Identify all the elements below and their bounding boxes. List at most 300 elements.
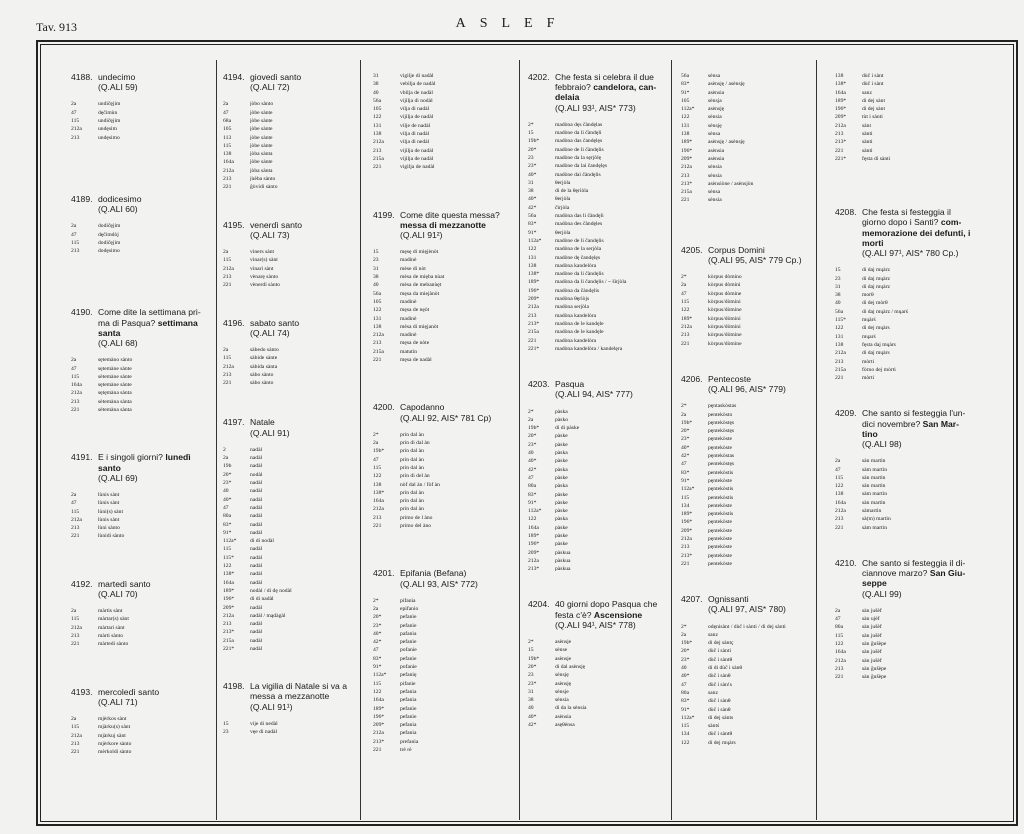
- dialect-form: trè rè: [400, 747, 412, 754]
- point-code: 115: [681, 494, 690, 501]
- point-code: 91*: [681, 89, 690, 96]
- column-separator: [816, 60, 817, 820]
- entry-reference: (Q.ALI 71): [98, 696, 138, 707]
- dialect-form: madòna kandelòra: [555, 262, 597, 269]
- point-code: 164a: [835, 649, 846, 656]
- point-code: 212a: [223, 612, 234, 619]
- form-row: [681, 411, 811, 419]
- point-code: 83*: [223, 521, 232, 528]
- dialect-form: pofanìe: [400, 664, 417, 671]
- point-code: 2a: [223, 346, 229, 353]
- point-code: 213*: [528, 320, 540, 327]
- form-row: [681, 315, 811, 323]
- dialect-form: sàn martìn: [862, 458, 886, 465]
- entry-section: [71, 687, 209, 757]
- column-separator: [360, 60, 361, 820]
- dialect-form: sènsia: [708, 172, 722, 179]
- entry-heading: [373, 210, 513, 230]
- form-row: [681, 739, 811, 747]
- dialect-form: vilja di nadàl: [400, 131, 430, 138]
- point-code: 20*: [528, 663, 537, 670]
- point-code: 138: [681, 131, 690, 138]
- point-code: 212a: [71, 624, 82, 631]
- dialect-form: madòna de la serjòla: [555, 246, 602, 253]
- point-code: 209*: [681, 155, 693, 162]
- entry-heading: [835, 558, 971, 589]
- form-row: [528, 416, 666, 424]
- form-row: [223, 496, 353, 504]
- dialect-form: pàske: [555, 541, 568, 548]
- dialect-form: mèrkoldi sànto: [98, 749, 132, 756]
- point-code: 221: [835, 674, 844, 681]
- entry-title: Pentecoste: [708, 373, 751, 384]
- form-row: [681, 510, 811, 518]
- dialect-form: madòna kandelòra: [555, 337, 597, 344]
- point-code: 209*: [681, 527, 693, 534]
- point-code: 212a: [71, 516, 82, 523]
- dialect-form: nadàl: [250, 496, 263, 503]
- form-row: [681, 697, 811, 705]
- entry-section: [223, 72, 353, 192]
- dialect-form: jòbe sànte: [250, 142, 273, 149]
- point-code: 80a: [528, 483, 537, 490]
- form-row: [835, 147, 971, 155]
- point-code: 213: [223, 621, 232, 628]
- form-row: [835, 299, 971, 307]
- point-code: 47: [71, 365, 77, 372]
- form-row: [681, 427, 811, 435]
- point-code: 212a: [373, 139, 384, 146]
- dialect-form: jòba sànta: [250, 151, 273, 158]
- dialect-form: dùč i sàntθ: [708, 731, 733, 738]
- dialect-form: dùč i sànt: [862, 73, 884, 79]
- entry-reference: (Q.ALI 91¹): [250, 701, 293, 712]
- point-code: 115: [71, 508, 80, 515]
- form-row: [835, 466, 971, 474]
- form-row: [528, 212, 666, 220]
- entry-answer: settimana santa: [98, 317, 198, 338]
- point-code: 23*: [528, 163, 537, 170]
- form-row: [528, 295, 666, 303]
- form-row: [681, 180, 811, 188]
- entry-number: 4189.: [71, 193, 93, 204]
- dialect-form: lùnis sànt: [98, 491, 120, 498]
- entry-title: giovedì santo: [250, 72, 302, 82]
- form-row: [835, 97, 971, 105]
- entry-reference: (Q.ALI 74): [250, 327, 290, 338]
- form-row: [528, 278, 666, 286]
- entry-answer: Ascensione: [593, 609, 643, 620]
- form-row: [528, 328, 666, 336]
- dialect-form: di de la θęrìòla: [555, 188, 589, 195]
- point-code: 47: [681, 290, 687, 297]
- point-code: 38: [835, 292, 841, 299]
- form-row: [373, 456, 513, 464]
- entry-number: 4192.: [71, 578, 93, 589]
- dialect-form: jòbe sànte: [250, 118, 273, 124]
- point-code: 122: [681, 739, 690, 746]
- form-row: [528, 312, 666, 320]
- form-row: [373, 281, 513, 289]
- form-row: [71, 499, 209, 507]
- form-row: [528, 671, 666, 679]
- point-code: 131: [681, 122, 690, 129]
- entry-question: [98, 452, 209, 472]
- dialect-form: kòrpus/dòmini: [708, 323, 741, 330]
- entry-reference: (Q.ALI 97, AIS* 780): [708, 604, 786, 615]
- form-row: [223, 537, 353, 545]
- entry-section: [71, 307, 209, 414]
- point-code: 2a: [223, 455, 229, 462]
- form-row: [528, 129, 666, 137]
- entry-heading: [71, 452, 209, 472]
- dialect-form: jòba sànta: [250, 167, 273, 174]
- point-code: 91*: [528, 229, 537, 236]
- dialect-form: sàmartìn: [862, 508, 882, 515]
- dialect-form: pàska: [555, 408, 568, 415]
- form-row: [71, 406, 209, 414]
- point-code: 20*: [681, 428, 690, 435]
- entry-question: [98, 579, 209, 589]
- entry-section: [681, 374, 811, 568]
- dialect-form: sàm martìn: [862, 491, 888, 498]
- form-row: [835, 113, 971, 121]
- dialect-form: asènsia: [708, 147, 725, 154]
- entry-question: [250, 220, 353, 230]
- dialect-form: asènsia: [708, 155, 725, 162]
- dialect-form: sàn ujèf: [862, 616, 880, 623]
- form-row: [373, 505, 513, 513]
- form-row: [528, 524, 666, 532]
- point-code: 122: [835, 640, 844, 647]
- form-row: [71, 100, 209, 108]
- form-row: [528, 466, 666, 474]
- point-code: 115: [71, 373, 80, 380]
- entry-title: dodicesimo: [98, 193, 142, 204]
- dialect-form: asènsia: [708, 89, 725, 96]
- form-row: [681, 130, 811, 138]
- point-code: 23*: [681, 436, 690, 443]
- point-code: 23*: [528, 441, 537, 448]
- plate-number: Tav. 913: [36, 20, 78, 34]
- dialect-form: mjèrkos sànt: [98, 716, 127, 723]
- form-row: [681, 469, 811, 477]
- dialect-form: sàbo sànto: [250, 380, 274, 387]
- point-code: 68a: [223, 118, 232, 124]
- dialect-form: primo del àno: [400, 523, 432, 529]
- form-row: [681, 172, 811, 180]
- form-row: [223, 521, 353, 529]
- form-row: [681, 623, 811, 631]
- form-row: [373, 130, 513, 138]
- dialect-form: męsa de nòte: [400, 340, 430, 347]
- form-row: [681, 714, 811, 722]
- point-code: 2*: [528, 121, 534, 128]
- dialect-form: jòbo sànto: [250, 101, 274, 108]
- point-code: 115: [835, 632, 844, 639]
- entry-question: [555, 599, 666, 619]
- point-code: 19b*: [681, 640, 693, 647]
- point-code: 164a: [223, 579, 234, 586]
- form-row: [681, 689, 811, 697]
- form-row: [835, 648, 971, 656]
- point-code: 38: [528, 188, 534, 195]
- point-code: 2*: [373, 431, 379, 438]
- form-row: [835, 358, 971, 366]
- point-code: 47: [223, 109, 229, 116]
- dialect-form: pęntekòstęs: [708, 428, 735, 435]
- point-code: 112a*: [681, 106, 695, 113]
- point-code: 213: [681, 172, 690, 179]
- dialect-form: pàske: [555, 524, 568, 531]
- form-row: [528, 187, 666, 195]
- dialect-form: prin di del àn: [400, 473, 430, 480]
- point-code: 221: [71, 641, 80, 648]
- dialect-form: pàskua: [555, 566, 571, 573]
- dialect-form: nadàl: [250, 546, 263, 553]
- form-row: [681, 435, 811, 443]
- form-row: [373, 339, 513, 347]
- dialect-form: di daj mųàrz: [862, 275, 890, 282]
- dialect-form: di da la sènsia: [555, 705, 587, 712]
- form-row: [681, 730, 811, 738]
- dialect-form: nadàl: [250, 621, 263, 628]
- point-code: 164a: [223, 159, 234, 166]
- dialect-form: madòna de le kandęle: [555, 329, 604, 336]
- point-code: 23*: [373, 622, 382, 629]
- form-row: [223, 479, 353, 487]
- form-row: [223, 142, 353, 150]
- form-row: [681, 706, 811, 714]
- entry-reference: (Q.ALI 60): [98, 204, 138, 215]
- point-code: 115: [223, 142, 232, 149]
- form-row: [528, 220, 666, 228]
- point-code: 115*: [223, 554, 234, 561]
- point-code: 115: [223, 546, 232, 553]
- point-code: 47: [528, 474, 534, 481]
- point-code: 105: [373, 106, 382, 113]
- point-code: 105: [681, 97, 690, 104]
- form-row: [373, 613, 513, 621]
- form-row: [835, 308, 971, 316]
- dialect-form: sàbide sànte: [250, 355, 278, 362]
- dialect-form: asęθènsa: [555, 722, 575, 729]
- dialect-form: pàske: [555, 532, 568, 539]
- form-row: [528, 408, 666, 416]
- point-code: 213: [681, 544, 690, 551]
- dialect-form: jòbe sànte: [250, 109, 273, 116]
- form-row: [223, 604, 353, 612]
- dialect-form: sàm martìn: [862, 466, 888, 473]
- entry-heading: [71, 72, 209, 82]
- point-code: 215a: [373, 348, 384, 355]
- point-code: 221*: [835, 155, 847, 162]
- form-row: [223, 462, 353, 470]
- dialect-form: madòne de li čàndęlis: [555, 146, 604, 153]
- dialect-form: pàske: [555, 458, 568, 465]
- form-row: [71, 723, 209, 731]
- dialect-form: mòrti: [862, 375, 875, 382]
- form-row: [528, 515, 666, 523]
- point-code: 2a: [681, 282, 687, 289]
- form-row: [528, 680, 666, 688]
- dialect-form: sàm martìn: [862, 524, 888, 531]
- point-code: 138: [373, 131, 382, 138]
- form-row: [373, 622, 513, 630]
- entry-question: [555, 72, 666, 103]
- form-row: [681, 477, 811, 485]
- dialect-form: mjàrku(s) sànt: [98, 724, 131, 731]
- entry-question: [708, 594, 811, 604]
- form-row: [835, 349, 971, 357]
- dialect-form: pàske: [555, 491, 568, 498]
- entry-variant: (Befana): [431, 568, 467, 579]
- point-code: 212a: [223, 265, 234, 272]
- dialect-form: asènsję / asènsję: [708, 81, 745, 88]
- entry-reference: (Q.ALI 68): [98, 338, 138, 349]
- point-code: 221: [373, 747, 382, 754]
- form-row: [681, 122, 811, 130]
- dialect-form: odęnisànt / dùč i sànti / di dej sànti: [708, 623, 786, 630]
- entry-question: [98, 307, 209, 338]
- dialect-form: pęntekòste: [708, 535, 732, 542]
- entry-title: La vigilia di Natale si va a messa a mezzanotte: [250, 681, 347, 702]
- form-row: [835, 623, 971, 631]
- point-code: 2a: [835, 458, 841, 465]
- form-row: [528, 457, 666, 465]
- entry-number: 4209.: [835, 408, 857, 419]
- point-code: 15: [528, 647, 534, 654]
- point-code: 213: [835, 131, 844, 138]
- form-row: [681, 664, 811, 672]
- point-code: 213: [71, 633, 80, 640]
- point-code: 134: [681, 731, 690, 738]
- form-row: [835, 524, 971, 532]
- point-code: 164a: [71, 382, 82, 389]
- form-row: [373, 306, 513, 314]
- point-code: 213: [71, 248, 80, 255]
- form-row: [528, 441, 666, 449]
- form-row: [681, 560, 811, 568]
- dialect-form: asènsję: [555, 680, 572, 687]
- form-row: [681, 306, 811, 314]
- form-row: [223, 175, 353, 183]
- form-row: [528, 532, 666, 540]
- form-row: [373, 705, 513, 713]
- dialect-form: màrtari sànt: [98, 624, 125, 631]
- form-row: [681, 80, 811, 88]
- point-code: 221: [71, 533, 80, 540]
- point-code: 20*: [223, 471, 232, 478]
- form-row: [835, 490, 971, 498]
- dialect-form: sènsia: [708, 197, 722, 204]
- point-code: 138*: [223, 571, 235, 578]
- point-code: 215a: [223, 637, 234, 644]
- entry-answer: San Giu- seppe: [862, 568, 966, 589]
- entry-number: 4204.: [528, 599, 550, 610]
- column-2: [223, 72, 353, 820]
- form-row: [223, 354, 353, 362]
- point-code: 112a*: [528, 508, 542, 515]
- dialect-form: di dej mųàrs: [708, 739, 736, 746]
- point-code: 91*: [681, 706, 690, 713]
- point-code: 91*: [223, 529, 232, 536]
- entry-title: Corpus Domini: [708, 244, 765, 255]
- form-row: [681, 105, 811, 113]
- entry-title: Natale: [250, 417, 275, 428]
- dialect-form: nadàl: [250, 629, 263, 636]
- dialect-form: kòrpus/dòmini: [708, 315, 741, 322]
- form-row: [71, 247, 209, 255]
- point-code: 213: [373, 147, 382, 154]
- form-row: [223, 595, 353, 603]
- form-row: [835, 341, 971, 349]
- dialect-form: madòna de le kandęle: [555, 320, 604, 327]
- point-code: 221: [835, 147, 844, 154]
- form-row: [528, 646, 666, 654]
- dialect-form: jòbe sànte: [250, 134, 273, 141]
- dialect-form: kòrpus/dòmine: [708, 332, 742, 339]
- form-row: [373, 680, 513, 688]
- entry-heading: [373, 402, 513, 412]
- form-row: [835, 632, 971, 640]
- point-code: 47: [681, 681, 687, 688]
- form-row: [681, 535, 811, 543]
- form-row: [223, 720, 353, 728]
- dialect-form: sàbedo sànto: [250, 346, 279, 353]
- dialect-form: di dej mòrθ: [862, 300, 888, 307]
- dialect-form: sàbida sànta: [250, 363, 278, 370]
- point-code: 40*: [681, 673, 690, 680]
- point-code: 20*: [373, 614, 382, 621]
- point-code: 40*: [528, 713, 537, 720]
- entry-reference: (Q.ALI 97¹, AIS* 780 Cp.): [862, 248, 959, 259]
- entry-question: [555, 379, 666, 389]
- point-code: 215a: [835, 366, 846, 373]
- entry-answer: messa di mezzanotte: [400, 219, 486, 230]
- form-row: [528, 491, 666, 499]
- form-row: [681, 163, 811, 171]
- dialect-form: madòna serjòla: [555, 304, 590, 311]
- dialect-form: di daj mųàrz: [862, 283, 890, 290]
- point-code: 122: [681, 114, 690, 121]
- dialect-form: pęntekòstas: [708, 453, 735, 460]
- point-code: 212a: [373, 730, 384, 737]
- point-code: 2a: [71, 608, 77, 615]
- entry-question: [250, 72, 353, 82]
- form-row: [681, 273, 811, 281]
- form-row: [223, 620, 353, 628]
- point-code: 209*: [373, 722, 385, 729]
- dialect-form: fòrno dej mòrti: [862, 366, 896, 373]
- dialect-form: θerjòla: [555, 229, 571, 236]
- form-row: [223, 100, 353, 108]
- dialect-form: pofanìe: [400, 647, 417, 654]
- form-row: [681, 444, 811, 452]
- form-row: [528, 320, 666, 328]
- point-code: 212a: [681, 323, 692, 330]
- point-code: 196*: [528, 541, 540, 548]
- form-row: [373, 746, 513, 754]
- point-code: 138: [835, 73, 844, 79]
- dialect-form: asènsia: [555, 713, 572, 720]
- point-code: 23: [223, 729, 229, 736]
- point-code: 213: [835, 665, 844, 672]
- dialect-form: madinè: [400, 332, 417, 339]
- form-row: [71, 231, 209, 239]
- point-code: 31: [528, 179, 534, 186]
- point-code: 83*: [528, 491, 537, 498]
